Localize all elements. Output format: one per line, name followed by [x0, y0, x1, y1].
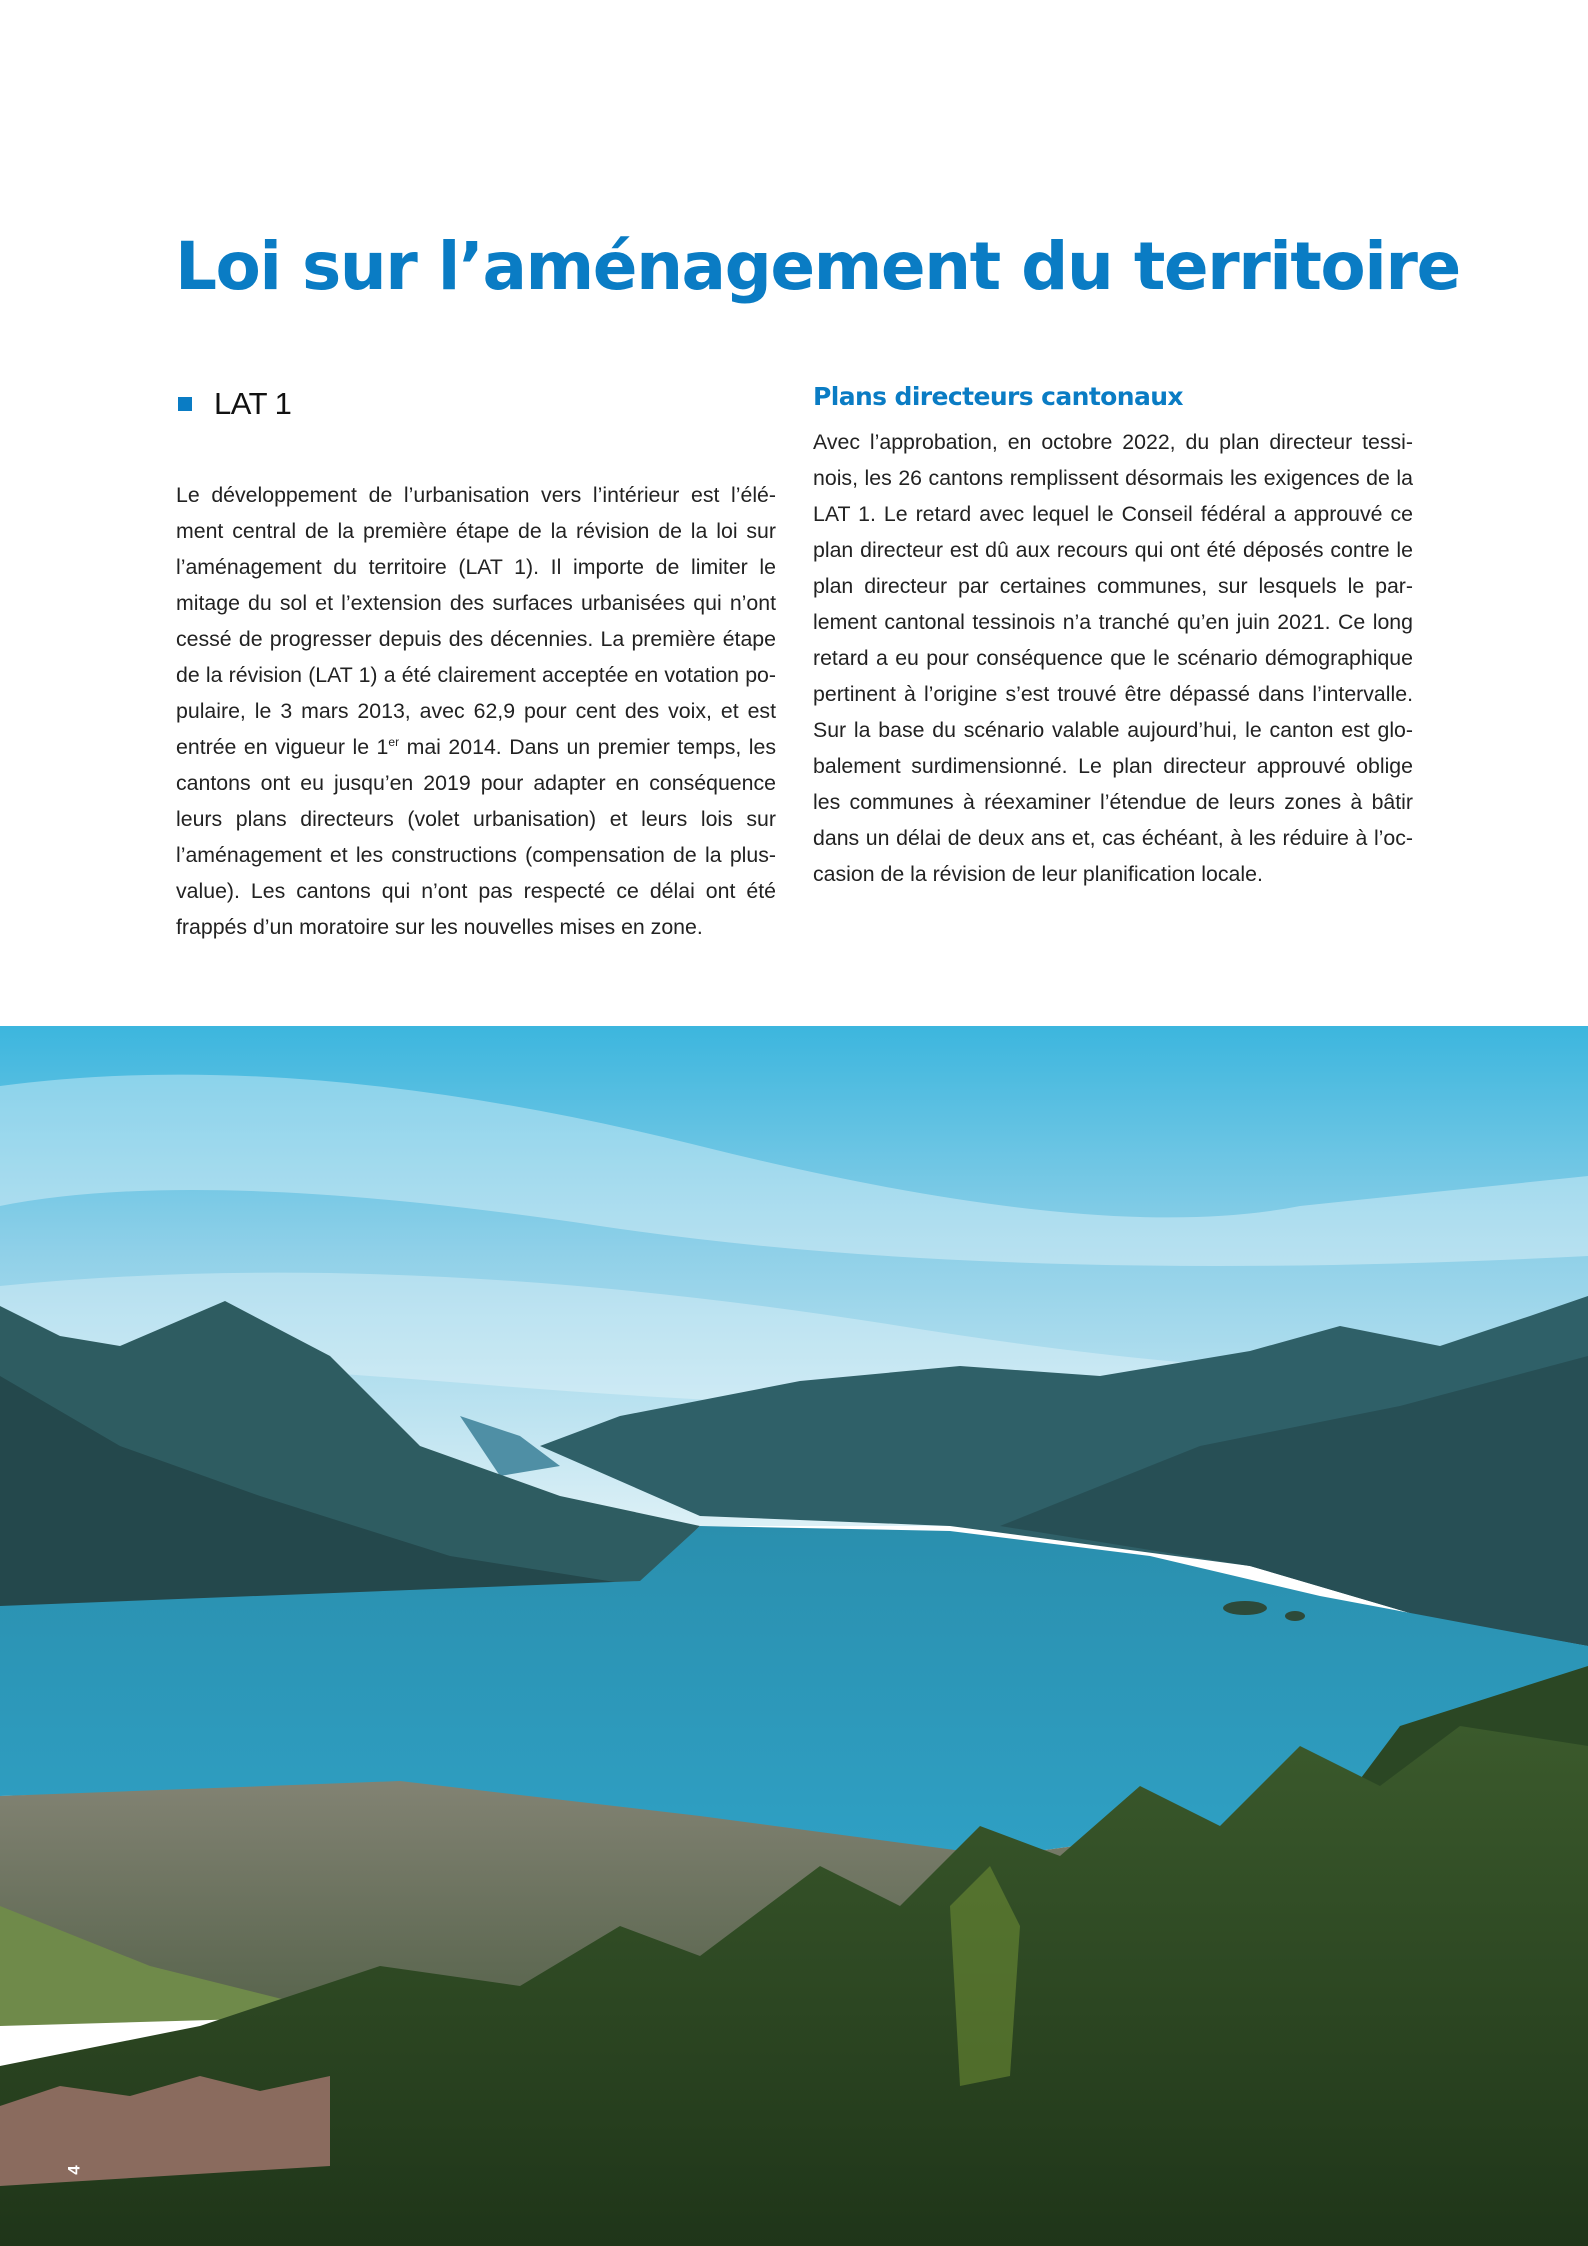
lat1-heading: LAT 1	[214, 386, 292, 421]
lake-landscape-photo	[0, 1026, 1588, 2246]
page-title: Loi sur l’aménagement du territoire	[175, 228, 1460, 305]
islands-small	[1285, 1611, 1305, 1621]
islands	[1223, 1601, 1267, 1615]
lat1-paragraph	[176, 477, 776, 945]
right-column	[813, 380, 1413, 892]
square-bullet-icon	[178, 397, 192, 411]
photo-illustration	[0, 1026, 1588, 2246]
lat1-paragraph-part1: Le développement de l’urbanisation vers l’intérieur est l’élément central de la première étape de la révision de la loi sur l’aménagement du territoire (LAT 1). Il importe de limiter le mitage du sol et l’extension des surfaces urbanisées qui n’ont cessé de progresser depuis des décennies. La première étape de la révision (LAT 1) a été clairement acceptée en votation populaire, le 3 mars 2013, avec 62,9 pour cent des voix, et est entrée en vigueur le 1	[176, 483, 776, 759]
left-column	[176, 380, 776, 945]
ordinal-superscript: er	[388, 735, 400, 749]
lat1-paragraph-part2: mai 2014. Dans un premier temps, les cantons ont eu jusqu’en 2019 pour adapter en conséquence leurs plans directeurs (volet urbanisation) et leurs lois sur l’aménagement et les constructions (compensation de la plus-value). Les cantons qui n’ont pas respecté ce délai ont été frappés d’un moratoire sur les nouvelles mises en zone.	[176, 735, 777, 939]
page-number: 4	[64, 2165, 84, 2175]
plans-directeurs-paragraph: Avec l’approbation, en octobre 2022, du plan directeur tessinois, les 26 cantons remplissent désormais les exigences de la LAT 1. Le retard avec lequel le Conseil fédéral a approuvé ce plan directeur est dû aux recours qui ont été déposés contre le plan directeur par certaines communes, sur lesquels le parlement cantonal tessinois n’a tranché qu’en juin 2021. Ce long retard a eu pour conséquence que le scénario démographique pertinent à l’origine s’est trouvé être dépassé dans l’intervalle. Sur la base du scénario valable aujourd’hui, le canton est globalement surdimensionné. Le plan directeur approuvé oblige les communes à réexaminer l’étendue de leurs zones à bâtir dans un délai de deux ans et, cas échéant, à les réduire à l’occasion de la révision de leur planification locale.	[813, 430, 1413, 886]
lat1-section-header	[176, 380, 776, 428]
plans-directeurs-heading: Plans directeurs cantonaux	[813, 382, 1183, 411]
